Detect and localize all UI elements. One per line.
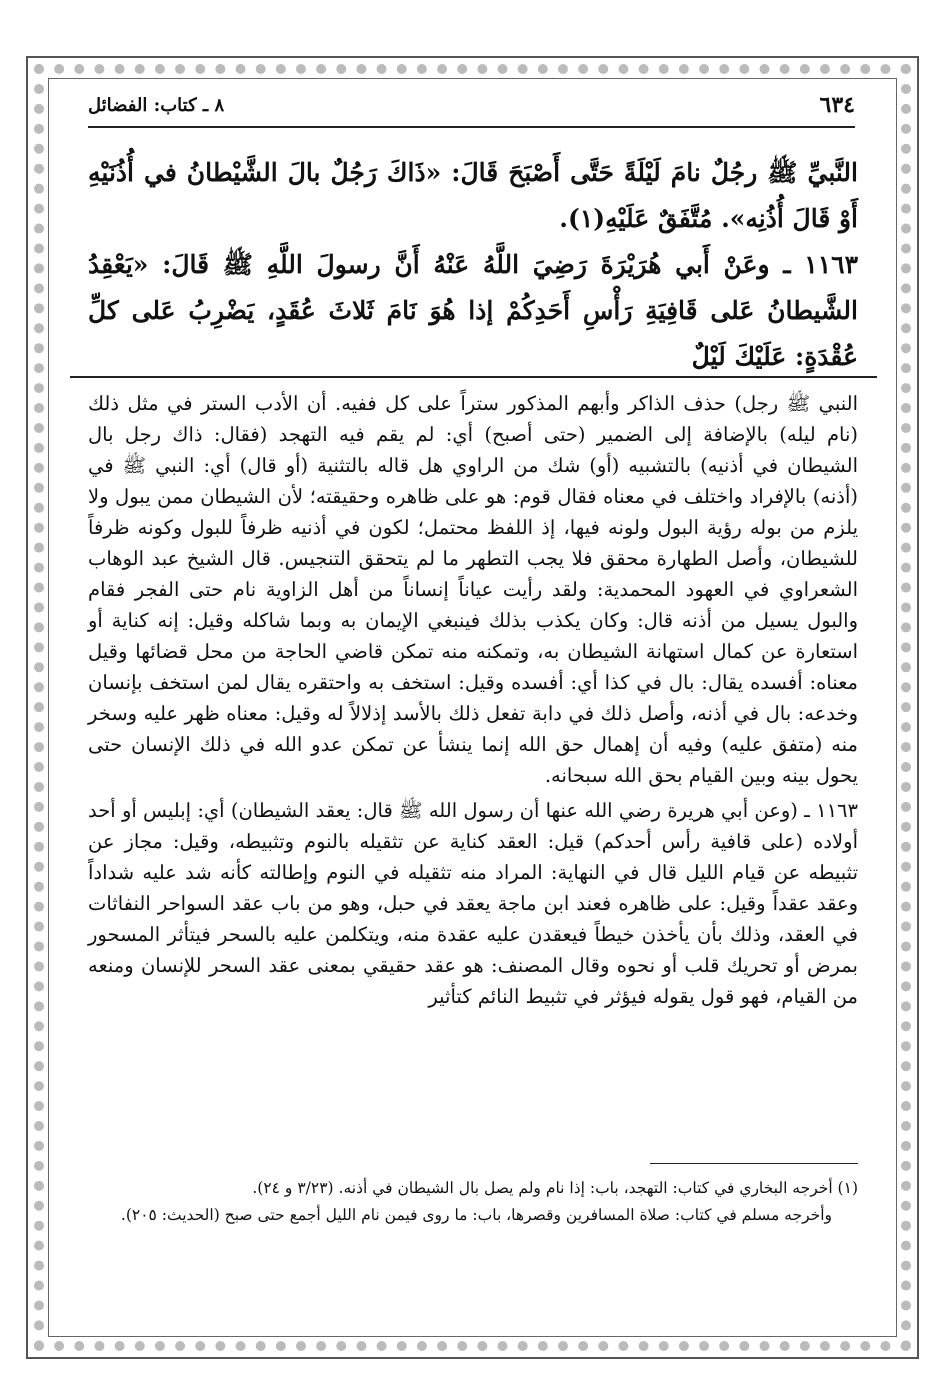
page-header: [88, 92, 855, 128]
hadith-paragraph-2: ١١٦٣ ـ وعَنْ أَبي هُرَيْرَةَ رَضِيَ اللَّهُ عَنْهُ أَنَّ رسولَ اللَّهِ ﷺ قَالَ: «يَعْقِدُ الشَّيطانُ عَلى قَافِيَةِ رَأْسِ أَحَدِكُمْ إذا هُوَ نَامَ ثَلاثَ عُقَدٍ، يَضْرِبُ عَلى كلِّ عُقْدَةٍ: عَلَيْكَ لَيْلٌ: [88, 250, 858, 371]
footnote-rule: [650, 1163, 858, 1164]
commentary-paragraph-1: النبي ﷺ رجل) حذف الذاكر وأبهم المذكور ستراً على كل ففيه. أن الأدب الستر في مثل ذلك (نام ليله) بالإضافة إلى الضمير (حتى أصبح) أي: لم يقم فيه التهجد (فقال: ذاك رجل بال الشيطان في أذنيه) بالتشبيه (أو) شك من الراوي هل قاله بالتثنية (أو قال) أي: النبي ﷺ في (أذنه) بالإفراد واختلف في معناه فقال قوم: هو على ظاهره وحقيقته؛ لأن الشيطان ممن يبول ولا يلزم من بوله رؤية البول ولونه فيها، إذ اللفظ محتمل؛ لكون في أذنيه ظرفاً للبول وكونه ظرفاً للشيطان، وأصل الطهارة محقق فلا يجب التطهر ما لم يتحقق التنجيس. قال الشيخ عبد الوهاب الشعراوي في العهود المحمدية: ولقد رأيت عياناً إنساناً من أهل الزاوية نام حتى الفجر فقام والبول يسيل من أذنه قال: وكان يكذب بذلك فينبغي الإيمان به وبما شاكله وقيل: إنه كناية أو استعارة عن كمال استهانة الشيطان به، وتمكنه منه تمكن قاضي الحاجة من محل قضائها وقيل معناه: أفسده يقال: بال في كذا أي: أفسده وقيل: استخف به واحتقره يقال لمن استخف بإنسان وخدعه: بال في أذنه، وأصل ذلك في دابة تفعل ذلك بالأسد إذلالاً له وقيل: معناه ظهر عليه وسخر منه (متفق عليه) وفيه أن إهمال حق الله إنما ينشأ عن تمكن عدو الله في ذلك الإنسان حتى يحول بينه وبين القيام بحق الله سبحانه.: [88, 392, 858, 787]
running-title: ٨ ـ كتاب: الفضائل: [88, 95, 225, 116]
hadith-text: [88, 150, 858, 380]
commentary: [88, 388, 858, 1012]
footnote-2: وأخرجه مسلم في كتاب: صلاة المسافرين وقصرها، باب: ما روى فيمن نام الليل أجمع حتى صبح (الحديث: ٢٠٥).: [120, 1206, 832, 1224]
section-divider: [70, 376, 877, 378]
footnote-1: (١) أخرجه البخاري في كتاب: التهجد، باب: إذا نام ولم يصل بال الشيطان في أذنه. (٣/٢٣ و ٢٤).: [252, 1179, 858, 1197]
page-number: ٦٣٤: [819, 92, 855, 118]
hadith-paragraph-1: النَّبيِّ ﷺ رجُلٌ نامَ لَيْلَةً حَتَّى أَصْبَحَ قَالَ: «ذَاكَ رَجُلٌ بالَ الشَّيْطانُ في أُذُنَيْهِ أَوْ قَالَ أُذُنِه». مُتَّفَقٌ عَلَيْهِ(١).: [88, 158, 858, 233]
commentary-paragraph-2: ١١٦٣ ـ (وعن أبي هريرة رضي الله عنها أن رسول الله ﷺ قال: يعقد الشيطان) أي: إبليس أو أحد أولاده (على قافية رأس أحدكم) قيل: العقد كناية عن تثقيله بالنوم وتثبيطه، وقيل: مجاز عن تثبيطه عن قيام الليل قال في النهاية: المراد منه تثقيله في النوم وإطالته كأنه شد عليه شداداً وعقد عقداً وقيل: على ظاهره فعند ابن ماجة يعقد في حبل، وهو من باب عقد السواحر النفاثات في العقد، وذلك بأن يأخذن خيطاً فيعقدن عليه عقدة منه، ويتكلمن عليه بالسحر فيتأثر المسحور بمرض أو تحريك قلب أو نحوه وقال المصنف: هو عقد حقيقي بمعنى عقد السحر للإنسان ومنعه من القيام، فهو قول يقوله فيؤثر في تثبيط النائم كتأثير: [88, 799, 858, 1008]
footnotes: [88, 1175, 858, 1229]
